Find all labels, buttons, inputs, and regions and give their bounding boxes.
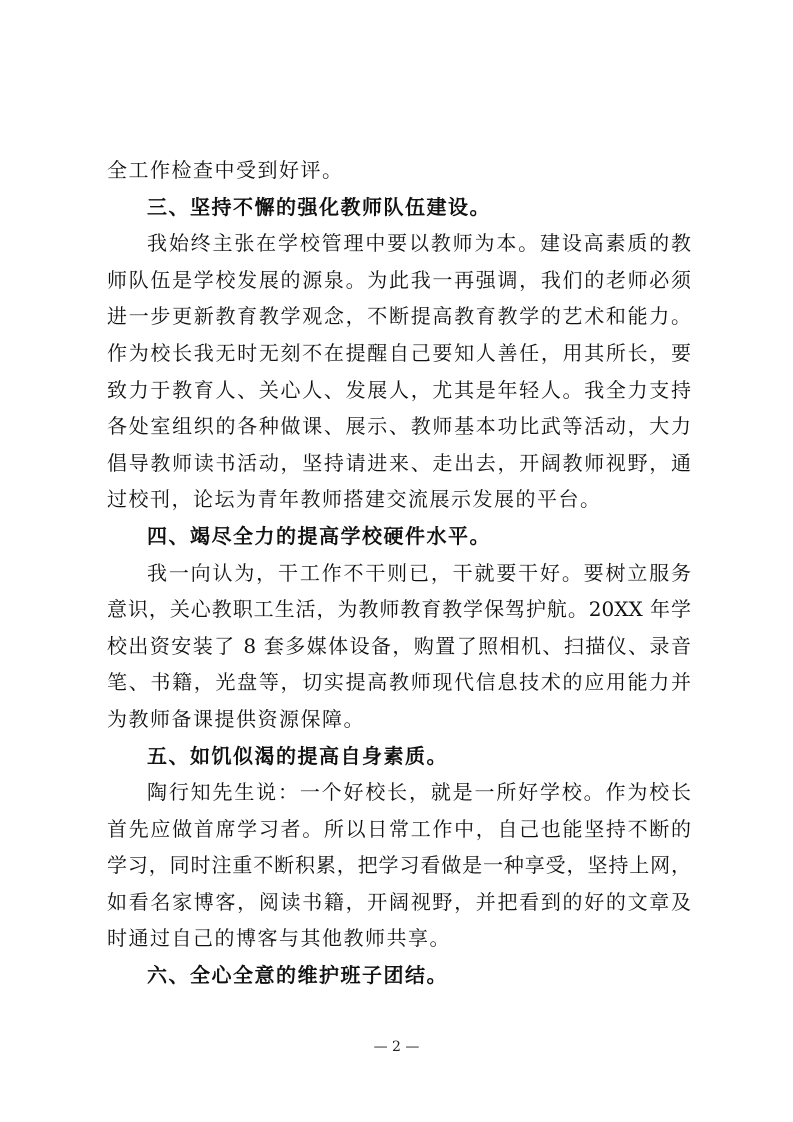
body-line: 师队伍是学校发展的源泉。为此我一再强调，我们的老师必须 bbox=[107, 267, 691, 292]
body-line: 我始终主张在学校管理中要以教师为本。建设高素质的教 bbox=[147, 231, 691, 256]
body-line: 致力于教育人、关心人、发展人，尤其是年轻人。我全力支持 bbox=[107, 377, 691, 402]
body-line: 笔、书籍，光盘等，切实提高教师现代信息技术的应用能力并 bbox=[107, 670, 691, 695]
section-heading: 六、全心全意的维护班子团结。 bbox=[147, 963, 448, 988]
body-line: 意识，关心教职工生活，为教师教育教学保驾护航。20XX 年学 bbox=[107, 597, 691, 622]
body-line: 作为校长我无时无刻不在提醒自己要知人善任，用其所长，要 bbox=[107, 340, 691, 365]
section-heading: 五、如饥似渴的提高自身素质。 bbox=[147, 743, 448, 768]
body-line: 我一向认为，干工作不干则已，干就要干好。要树立服务 bbox=[147, 560, 691, 585]
body-line: 各处室组织的各种做课、展示、教师基本功比武等活动，大力 bbox=[107, 414, 691, 439]
body-line: 进一步更新教育教学观念，不断提高教育教学的艺术和能力。 bbox=[107, 304, 691, 329]
body-line: 如看名家博客，阅读书籍，开阔视野，并把看到的好的文章及 bbox=[107, 889, 691, 914]
section-heading: 四、竭尽全力的提高学校硬件水平。 bbox=[147, 523, 491, 548]
body-line: 学习，同时注重不断积累，把学习看做是一种享受，坚持上网， bbox=[107, 853, 691, 878]
section-heading: 三、坚持不懈的强化教师队伍建设。 bbox=[147, 194, 491, 219]
body-line: 过校刊，论坛为青年教师搭建交流展示发展的平台。 bbox=[107, 487, 602, 512]
body-line: 全工作检查中受到好评。 bbox=[107, 158, 344, 182]
body-line: 首先应做首席学习者。所以日常工作中，自己也能坚持不断的 bbox=[107, 816, 691, 841]
body-line: 为教师备课提供资源保障。 bbox=[107, 706, 365, 731]
body-line: 时通过自己的博客与其他教师共享。 bbox=[107, 926, 451, 951]
body-line: 倡导教师读书活动，坚持请进来、走出去，开阔教师视野，通 bbox=[107, 450, 691, 475]
body-line: 陶行知先生说：一个好校长，就是一所好学校。作为校长 bbox=[147, 780, 691, 805]
page-number: — 2 — bbox=[373, 1039, 420, 1055]
body-line: 校出资安装了 8 套多媒体设备，购置了照相机、扫描仪、录音 bbox=[107, 633, 691, 658]
document-body bbox=[107, 152, 691, 994]
